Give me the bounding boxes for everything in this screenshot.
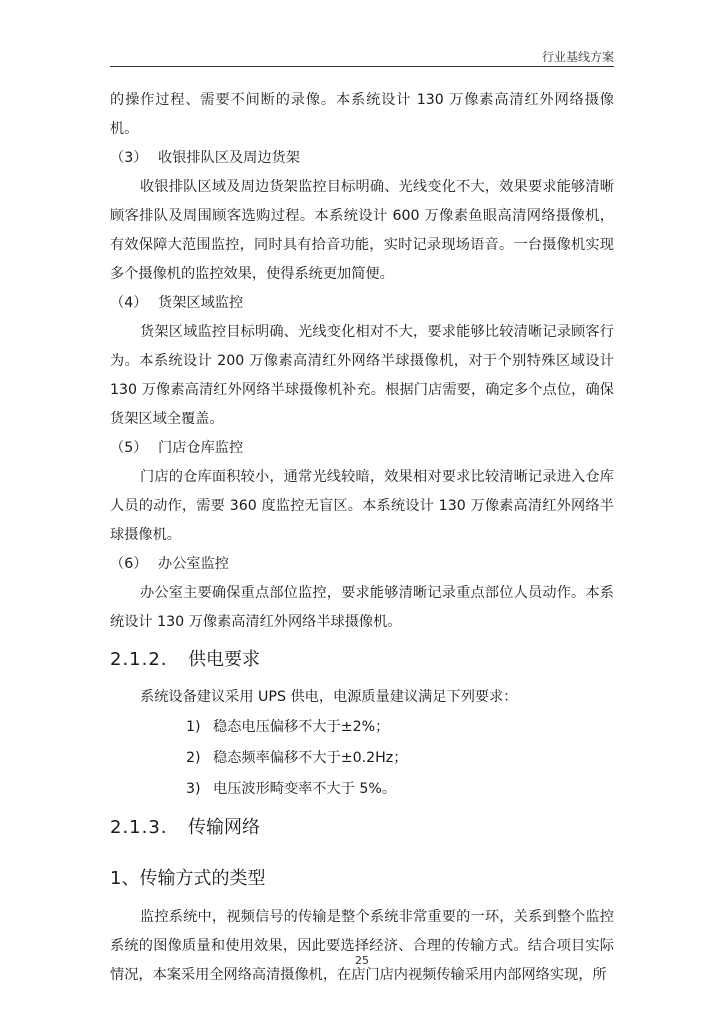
subsection-3-title: 收银排队区及周边货架 [158,150,300,166]
transmission-types-heading: 1、传输方式的类型 [110,868,266,889]
subsection-3-number: （3） [110,150,148,166]
heading-2-1-2 [110,637,614,683]
subsection-3-body: 收银排队区域及周边货架监控目标明确、光线变化不大，效果要求能够清晰顾客排队及周围顾客选购过程。本系统设计 600 万像素鱼眼高清网络摄像机，有效保障大范围监控，同时具有拾音功能，实时记录现场语音。一台摄像机实现多个摄像机的监控效果，使得系统更加简便。 [110,179,614,282]
list-item: 1) 稳态电压偏移不大于±2%； [186,719,390,735]
list-item: 2) 稳态频率偏移不大于±0.2Hz； [186,750,408,766]
transmission-types-body: 监控系统中，视频信号的传输是整个系统非常重要的一环，关系到整个监控系统的图像质量和使用效果，因此要选择经济、合理的传输方式。结合项目实际情况，本案采用全网络高清摄像机，在店门店内视频传输采用内部网络实现，所 [110,909,614,983]
subsection-3-heading [110,144,614,173]
subsection-6-title: 办公室监控 [158,556,229,572]
list-item: 3) 电压波形畸变率不大于 5%。 [186,781,397,797]
subsection-4-body: 货架区域监控目标明确、光线变化相对不大，要求能够比较清晰记录顾客行为。本系统设计 200 万像素高清红外网络半球摄像机，对于个别特殊区域设计 130 万像素高清红外网络半球摄像机补充。根据门店需要，确定多个点位，确保货架区域全覆盖。 [110,324,614,427]
heading-2-1-3-number: 2.1.3. [110,817,168,838]
subsection-5-body: 门店的仓库面积较小，通常光线较暗，效果相对要求比较清晰记录进入仓库人员的动作，需要 360 度监控无盲区。本系统设计 130 万像素高清红外网络半球摄像机。 [110,469,614,543]
subsection-4-number: （4） [110,295,148,311]
page-header-title: 行业基线方案 [541,50,614,64]
subsection-6-heading [110,550,614,579]
heading-2-1-3-title: 传输网络 [188,817,260,838]
power-intro: 系统设备建议采用 UPS 供电，电源质量建议满足下列要求： [140,689,518,705]
intro-paragraph: 的操作过程、需要不间断的录像。本系统设计 130 万像素高清红外网络摄像机。 [110,92,614,137]
subsection-6-body: 办公室主要确保重点部位监控，要求能够清晰记录重点部位人员动作。本系统设计 130 万像素高清红外网络半球摄像机。 [110,585,614,630]
subsection-4-heading [110,289,614,318]
header-divider [110,66,614,67]
subsection-5-heading [110,434,614,463]
subsection-6-number: （6） [110,556,148,572]
heading-2-1-2-title: 供电要求 [188,649,260,670]
power-requirements-list [110,712,614,805]
heading-2-1-3 [110,805,614,851]
subsection-5-title: 门店仓库监控 [158,440,244,456]
document-body [110,86,614,990]
page-number: 25 [355,954,369,967]
heading-2-1-2-number: 2.1.2. [110,649,168,670]
subsection-5-number: （5） [110,440,148,456]
subsection-4-title: 货架区域监控 [158,295,244,311]
